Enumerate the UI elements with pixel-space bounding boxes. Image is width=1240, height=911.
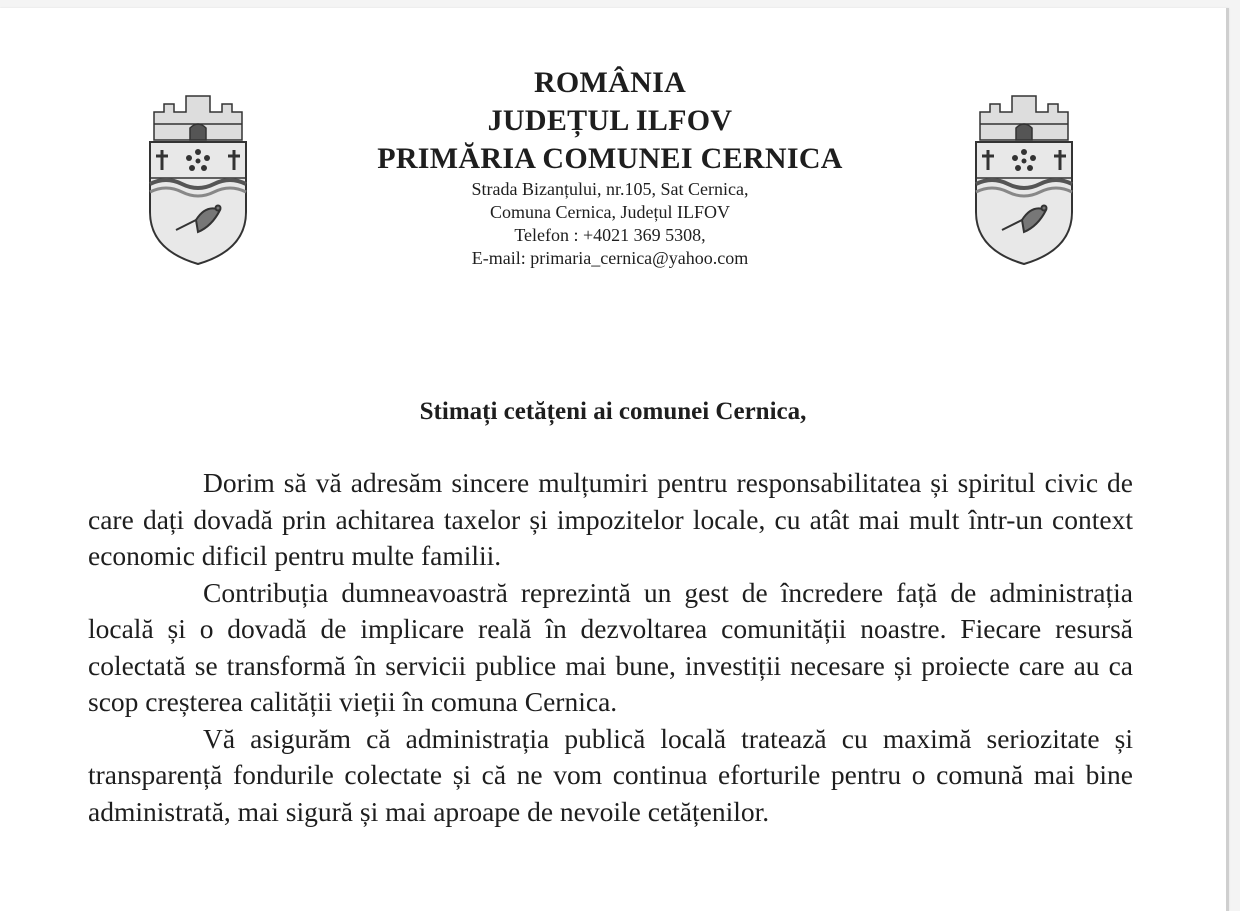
letterhead (300, 64, 920, 270)
address-phone: Telefon : +4021 369 5308, (514, 225, 706, 245)
coat-of-arms-icon (146, 80, 250, 266)
paragraph: Vă asigurăm că administrația publică locală tratează cu maximă seriozitate și transparență fondurile colectate și că ne vom continua eforturile pentru o comună mai bine administrată, mai sigură și mai aproape de nevoile cetățenilor. (88, 722, 1133, 827)
letter-page (0, 8, 1229, 911)
address-email: E-mail: primaria_cernica@yahoo.com (471, 248, 749, 268)
coat-of-arms-icon (972, 80, 1076, 266)
institution-title: PRIMĂRIA COMUNEI CERNICA (377, 142, 843, 175)
letter-body (88, 465, 1133, 830)
address-commune: Comuna Cernica, Județul ILFOV (490, 202, 730, 222)
paragraph: Dorim să vă adresăm sincere mulțumiri pentru responsabilitatea și spiritul civic de care dați dovadă prin achitarea taxelor și impozitelor locale, cu atât mai mult într-un context economic dificil pentru multe familii. (88, 467, 1133, 571)
address-street: Strada Bizanțului, nr.105, Sat Cernica, (471, 179, 749, 199)
county-title: JUDEȚUL ILFOV (487, 104, 733, 137)
salutation: Stimați cetățeni ai comunei Cernica, (419, 398, 807, 425)
country-title: ROMÂNIA (533, 66, 687, 99)
paragraph: Contribuția dumneavoastră reprezintă un gest de încredere față de administrația locală și o dovadă de implicare reală în dezvoltarea comunității noastre. Fiecare resursă colectată se transformă în servicii publice mai bune, investiții necesare și proiecte care au ca scop creșterea calității vieții în comuna Cernica. (88, 576, 1133, 717)
